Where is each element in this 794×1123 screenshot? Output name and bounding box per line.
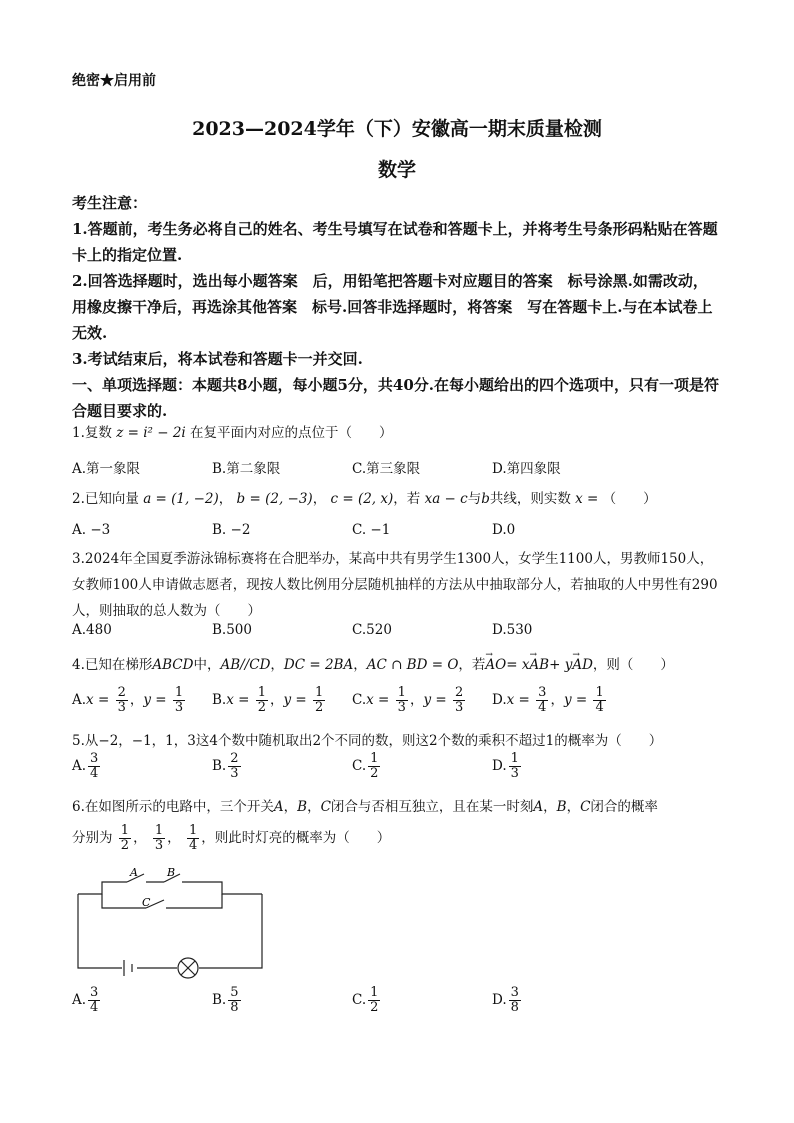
circuit-wire-left [78,894,122,968]
q3-option-d[interactable]: D.530 [492,622,533,638]
question-1: 1.复数 z = i² − 2i 在复平面内对应的点位于（ ） [72,425,393,441]
notice-heading: 考生注意： [72,194,148,212]
subject-title: 数学 [377,159,416,181]
q5-option-d[interactable]: D. $\frac{1}{3}$ [492,751,519,781]
notice-item: 2.回答选择题时，选出每小题答案 后，用铅笔把答题卡对应题目的答案 标号涂黑.如需改动，用橡皮擦干净后，再选涂其他答案 标号.回答非选择题时，将答案 写在答题卡上.与在本试卷上无效. [72,272,713,342]
vector-c: c = (2, x) [330,491,394,507]
q6-options [72,986,722,1026]
q4-option-b[interactable]: B.x = $\frac{1}{2}$ ，y = $\frac{1}{2}$ [212,685,324,715]
q6-option-d[interactable]: D. $\frac{3}{8}$ [492,985,519,1015]
q4-option-a[interactable]: A.x = $\frac{2}{3}$ ，y = $\frac{1}{3}$ [72,685,184,715]
confidential-mark: 绝密★启用前 [72,73,156,89]
switch-c-label: C [142,896,151,909]
question-6-line2: 分别为 $\frac{1}{2}$ ， $\frac{1}{3}$ ， $\frac{1}{4}$ ，则此时灯亮的概率为（ ） [72,823,391,853]
q4-option-d[interactable]: D.x = $\frac{3}{4}$ ，y = $\frac{1}{4}$ [492,685,604,715]
q1-option-d[interactable]: D.第四象限 [492,461,561,477]
q4-option-c[interactable]: C.x = $\frac{1}{3}$ ，y = $\frac{2}{3}$ [352,685,464,715]
question-2: 2.已知向量 a = (1, −2)， b = (2, −3)， c = (2, x)，若 xa − c与b共线，则实数 x = （ ） [72,491,657,507]
q5-options [72,752,722,792]
q3-option-b[interactable]: B.500 [212,622,252,638]
section-heading: 一、单项选择题：本题共8小题，每小题5分，共40分.在每小题给出的四个选项中，只有一项是符合题目要求的. [72,376,719,420]
vector-ao: → AO [485,652,506,678]
q6-option-a[interactable]: A. $\frac{3}{4}$ [72,985,99,1015]
question-5: 5.从−2，−1，1，3这4个数中随机取出2个不同的数，则这2个数的乘积不超过1的概率为（ ） [72,733,663,749]
q1-option-b[interactable]: B.第二象限 [212,461,281,477]
q2-option-a[interactable]: A. −3 [72,522,111,538]
switch-b-label: B [167,866,176,879]
question-6: 6.在如图所示的电路中，三个开关A，B，C闭合与否相互独立，且在某一时刻A，B，C闭合的概率 [72,799,658,815]
question-3: 3.2024年全国夏季游泳锦标赛将在合肥举办，某高中共有男学生1300人，女学生1100人，男教师150人，女教师100人申请做志愿者，现按人数比例用分层随机抽样的方法从中抽取部分人，若抽取的人中男性有290人，则抽取的总人数为（ ） [72,551,718,619]
q3-option-c[interactable]: C.520 [352,622,392,638]
vector-b: b = (2, −3) [236,491,313,507]
q1-expression: z = i² − 2i [116,425,186,441]
q1-option-a[interactable]: A.第一象限 [72,461,141,477]
notice-item: 3.考试结束后，将本试卷和答题卡一并交回. [72,350,363,368]
q2-expression: xa − c [424,491,468,507]
vector-ad: → AD [572,652,593,678]
q2-option-c[interactable]: C. −1 [352,522,391,538]
switch-a-label: A [130,866,138,879]
vector-a: a = (1, −2) [143,491,219,507]
circuit-diagram [72,864,272,982]
q3-option-a[interactable]: A.480 [72,622,112,638]
circuit-wire-right [199,894,262,968]
vector-ab: → AB [529,652,549,678]
candidate-notice [72,190,722,424]
notice-item: 1.答题前，考生务必将自己的姓名、考生号填写在试卷和答题卡上，并将考生号条形码粘贴在答题卡上的指定位置. [72,220,718,264]
q2-option-b[interactable]: B. −2 [212,522,251,538]
q5-option-a[interactable]: A. $\frac{3}{4}$ [72,751,99,781]
q6-option-b[interactable]: B. $\frac{5}{8}$ [212,985,239,1015]
q1-option-c[interactable]: C.第三象限 [352,461,421,477]
q4-options [72,686,722,726]
question-4: 4.已知在梯形ABCD中，AB//CD，DC = 2BA，AC ∩ BD = O，若→ AO= x→ AB+ y→ AD，则（ ） [72,652,722,678]
q2-option-d[interactable]: D.0 [492,522,516,538]
q5-option-c[interactable]: C. $\frac{1}{2}$ [352,751,379,781]
q5-option-b[interactable]: B. $\frac{2}{3}$ [212,751,239,781]
exam-title: 2023—2024学年（下）安徽高一期末质量检测 [192,118,602,140]
q6-option-c[interactable]: C. $\frac{1}{2}$ [352,985,379,1015]
